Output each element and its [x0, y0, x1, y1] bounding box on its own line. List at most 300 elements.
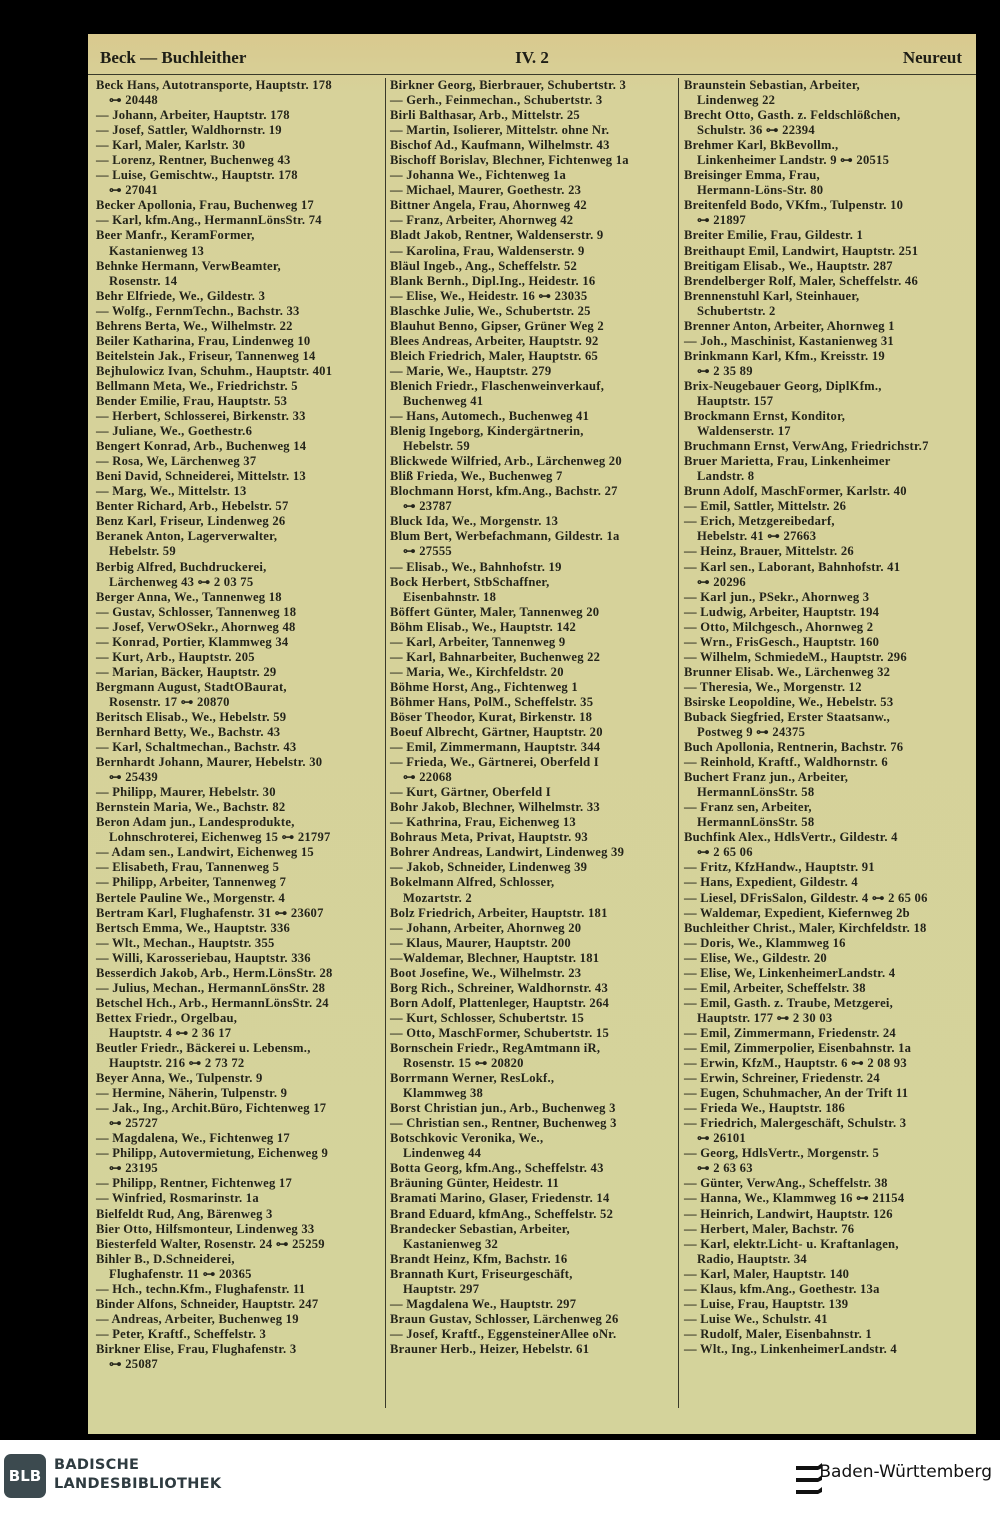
- page-header: [88, 34, 976, 75]
- directory-entry: [96, 78, 384, 108]
- directory-entry: [96, 560, 384, 590]
- directory-entry: [390, 138, 674, 153]
- directory-entry: [684, 665, 966, 680]
- directory-entry: [96, 319, 384, 334]
- directory-entry: [684, 680, 966, 695]
- directory-entry: [390, 800, 674, 815]
- directory-entry: [684, 1312, 966, 1327]
- entry-line: — Johann, Arbeiter, Hauptstr. 178: [96, 108, 290, 123]
- entry-line: Buchfink Alex., HdlsVertr., Gildestr. 4: [684, 830, 898, 845]
- column-divider: [385, 78, 386, 1408]
- directory-entry: [96, 620, 384, 635]
- entry-line: Blauhut Benno, Gipser, Grüner Weg 2: [390, 318, 604, 333]
- header-section: IV. 2: [515, 48, 549, 67]
- entry-line: Bliß Frieda, We., Buchenweg 7: [390, 469, 563, 484]
- entry-line: Bruchmann Ernst, VerwAng, Friedrichstr.7: [684, 439, 929, 454]
- directory-entry: [684, 1191, 966, 1206]
- entry-line: — Emil, Gasth. z. Traube, Metzgerei,: [684, 995, 894, 1010]
- directory-entry: [96, 153, 384, 168]
- directory-entry: [390, 1297, 674, 1312]
- directory-entry: [96, 1297, 384, 1312]
- entry-line: Blees Andreas, Arbeiter, Hauptstr. 92: [390, 333, 599, 348]
- entry-continuation: Kastanienweg 32: [403, 1236, 499, 1251]
- entry-line: Bihler B., D.Schneiderei,: [96, 1251, 235, 1266]
- directory-entry: [390, 1327, 674, 1342]
- directory-entry: [684, 1267, 966, 1282]
- entry-continuation: Lärchenweg 43 ⊶ 2 03 75: [109, 574, 254, 589]
- entry-line: Bernhardt Johann, Maurer, Hebelstr. 30: [96, 755, 323, 770]
- directory-entry: [684, 635, 966, 650]
- directory-entry: [684, 289, 966, 319]
- directory-entry: [684, 259, 966, 274]
- entry-line: — Marie, We., Hauptstr. 279: [390, 363, 552, 378]
- directory-entry: [96, 469, 384, 484]
- entry-line: — Gustav, Schlosser, Tannenweg 18: [96, 604, 297, 619]
- entry-line: — Otto, Milchgesch., Ahornweg 2: [684, 619, 874, 634]
- footer-bar: [0, 1440, 1000, 1516]
- directory-entry: [684, 710, 966, 740]
- entry-line: Blenig Ingeborg, Kindergärtnerin,: [390, 424, 584, 439]
- directory-entry: [684, 951, 966, 966]
- entry-line: — Karl sen., Laborant, Bahnhofstr. 41: [684, 559, 901, 574]
- entry-line: Benz Karl, Friseur, Lindenweg 26: [96, 514, 286, 529]
- entry-line: — Martin, Isolierer, Mittelstr. ohne Nr.: [390, 123, 610, 138]
- entry-line: — Michael, Maurer, Goethestr. 23: [390, 183, 582, 198]
- entry-line: — Emil, Sattler, Mittelstr. 26: [684, 499, 847, 514]
- directory-entry: [390, 1071, 674, 1101]
- entry-line: Bolz Friedrich, Arbeiter, Hauptstr. 181: [390, 905, 608, 920]
- directory-entry: [684, 168, 966, 198]
- entry-continuation: Hebelstr. 59: [109, 544, 176, 559]
- directory-entry: [96, 921, 384, 936]
- directory-entry: [684, 499, 966, 514]
- entry-line: Borrmann Werner, ResLokf.,: [390, 1071, 555, 1086]
- directory-entry: [390, 93, 674, 108]
- entry-continuation: ⊶ 2 35 89: [697, 363, 753, 378]
- directory-entry: [684, 514, 966, 544]
- entry-line: — Philipp, Rentner, Fichtenweg 17: [96, 1176, 292, 1191]
- entry-line: — Liesel, DFrisSalon, Gildestr. 4 ⊶ 2 65 06: [684, 890, 928, 905]
- directory-entry: [684, 78, 966, 108]
- directory-entry: [96, 499, 384, 514]
- directory-entry: [96, 981, 384, 996]
- directory-entry: [96, 514, 384, 529]
- directory-entry: [390, 921, 674, 936]
- directory-entry: [390, 860, 674, 875]
- directory-entry: [684, 936, 966, 951]
- directory-entry: [96, 710, 384, 725]
- entry-line: — Elisabeth, Frau, Tannenweg 5: [96, 860, 280, 875]
- entry-line: — Karl, Arbeiter, Tannenweg 9: [390, 634, 566, 649]
- entry-line: Behr Elfriede, We., Gildestr. 3: [96, 288, 266, 303]
- state-name[interactable]: Baden-Württemberg: [819, 1462, 992, 1482]
- entry-line: — Philipp, Autovermietung, Eichenweg 9: [96, 1146, 328, 1161]
- directory-entry: [684, 891, 966, 906]
- directory-entry: [96, 800, 384, 815]
- entry-line: — Karolina, Frau, Waldenserstr. 9: [390, 243, 585, 258]
- directory-entry: [96, 484, 384, 499]
- entry-line: — Philipp, Arbeiter, Tannenweg 7: [96, 875, 287, 890]
- entry-line: — Wrn., FrisGesch., Hauptstr. 160: [684, 634, 880, 649]
- entry-line: Buch Apollonia, Rentnerin, Bachstr. 76: [684, 740, 904, 755]
- entry-line: Breisinger Emma, Frau,: [684, 168, 820, 183]
- directory-entry: [96, 228, 384, 258]
- entry-line: — Philipp, Maurer, Hebelstr. 30: [96, 785, 276, 800]
- entry-line: Bischof Ad., Kaufmann, Wilhelmstr. 43: [390, 138, 610, 153]
- directory-page: [88, 34, 976, 1434]
- entry-line: Bender Emilie, Frau, Hauptstr. 53: [96, 393, 288, 408]
- entry-line: — Kurt, Schlosser, Schubertstr. 15: [390, 1010, 585, 1025]
- entry-line: Born Adolf, Plattenleger, Hauptstr. 264: [390, 995, 610, 1010]
- directory-entry: [96, 1086, 384, 1101]
- directory-entry: [96, 1101, 384, 1131]
- library-name-line1: BADISCHE: [54, 1457, 140, 1473]
- entry-line: — Joh., Maschinist, Kastanienweg 31: [684, 333, 894, 348]
- directory-entry: [390, 514, 674, 529]
- entry-line: Brannath Kurt, Friseurgeschäft,: [390, 1266, 573, 1281]
- entry-line: — Juliane, We., Goethestr.6: [96, 424, 253, 439]
- entry-line: Berger Anna, We., Tannenweg 18: [96, 589, 282, 604]
- directory-entry: [684, 544, 966, 559]
- entry-line: — Günter, VerwAng., Scheffelstr. 38: [684, 1176, 888, 1191]
- entry-continuation: ⊶ 25727: [109, 1116, 158, 1131]
- directory-entry: [684, 228, 966, 243]
- directory-entry: [96, 605, 384, 620]
- entry-line: Breitenfeld Bodo, VKfm., Tulpenstr. 10: [684, 198, 904, 213]
- entry-continuation: Schubertstr. 2: [697, 303, 776, 318]
- directory-entry: [684, 334, 966, 349]
- directory-entry: [390, 454, 674, 469]
- directory-entry: [96, 138, 384, 153]
- directory-entry: [684, 755, 966, 770]
- directory-entry: [684, 138, 966, 168]
- directory-entry: [390, 529, 674, 559]
- entry-continuation: Klammweg 38: [403, 1086, 484, 1101]
- directory-entry: [96, 259, 384, 289]
- entry-line: Beranek Anton, Lagerverwalter,: [96, 529, 278, 544]
- library-name-line2: LANDESBIBLIOTHEK: [54, 1476, 222, 1492]
- entry-line: Behrens Berta, We., Wilhelmstr. 22: [96, 318, 293, 333]
- directory-entry: [96, 1222, 384, 1237]
- directory-entry: [96, 364, 384, 379]
- entry-line: Bräuning Günter, Heidestr. 11: [390, 1176, 560, 1191]
- entry-line: Beron Adam jun., Landesprodukte,: [96, 815, 295, 830]
- entry-line: Brehmer Karl, BkBevollm.,: [684, 138, 839, 153]
- directory-entry: [684, 875, 966, 890]
- entry-line: Binder Alfons, Schneider, Hauptstr. 247: [96, 1296, 319, 1311]
- entry-line: Bernhard Betty, We., Bachstr. 43: [96, 725, 281, 740]
- directory-entry: [684, 454, 966, 484]
- entry-line: — Franz sen, Arbeiter,: [684, 800, 812, 815]
- directory-entry: [684, 605, 966, 620]
- directory-entry: [390, 575, 674, 605]
- directory-entry: [684, 1327, 966, 1342]
- entry-line: — Rudolf, Maler, Eisenbahnstr. 1: [684, 1326, 872, 1341]
- directory-entry: [96, 815, 384, 845]
- directory-entry: [684, 1222, 966, 1237]
- directory-entry: [390, 379, 674, 409]
- entry-line: — Luise We., Schulstr. 41: [684, 1311, 828, 1326]
- header-town: Neureut: [902, 48, 962, 67]
- entry-line: Brandecker Sebastian, Arbeiter,: [390, 1221, 570, 1236]
- directory-entry: [684, 770, 966, 800]
- directory-entry: [390, 710, 674, 725]
- entry-line: Beer Manfr., KeramFormer,: [96, 228, 255, 243]
- entry-line: Bohrer Andreas, Landwirt, Lindenweg 39: [390, 845, 625, 860]
- directory-entry: [96, 1207, 384, 1222]
- entry-line: — Doris, We., Klammweg 16: [684, 935, 846, 950]
- directory-entry: [96, 123, 384, 138]
- entry-line: Brecht Otto, Gasth. z. Feldschlößchen,: [684, 108, 901, 123]
- directory-entry: [684, 409, 966, 439]
- directory-entry: [96, 755, 384, 785]
- entry-line: — Konrad, Portier, Klammweg 34: [96, 634, 289, 649]
- entry-line: Bock Herbert, StbSchaffner,: [390, 574, 550, 589]
- entry-line: —Waldemar, Blechner, Hauptstr. 181: [390, 950, 600, 965]
- entry-line: Boot Josefine, We., Wilhelmstr. 23: [390, 965, 582, 980]
- directory-entry: [684, 1041, 966, 1056]
- entry-line: Brendelberger Rolf, Maler, Scheffelstr. 46: [684, 273, 918, 288]
- directory-entry: [96, 349, 384, 364]
- entry-continuation: Mozartstr. 2: [403, 890, 472, 905]
- entry-line: — Herbert, Maler, Bachstr. 76: [684, 1221, 855, 1236]
- entry-line: — Gerh., Feinmechan., Schubertstr. 3: [390, 93, 603, 108]
- entry-line: — Wilhelm, SchmiedeM., Hauptstr. 296: [684, 649, 907, 664]
- directory-entry: [96, 168, 384, 198]
- directory-entry: [96, 289, 384, 304]
- entry-line: Bellmann Meta, We., Friedrichstr. 5: [96, 378, 298, 393]
- column-3: [684, 78, 966, 1357]
- entry-line: Bokelmann Alfred, Schlosser,: [390, 875, 555, 890]
- entry-line: Bernstein Maria, We., Bachstr. 82: [96, 800, 286, 815]
- directory-entry: [96, 1237, 384, 1252]
- directory-entry: [390, 334, 674, 349]
- directory-entry: [390, 936, 674, 951]
- entry-line: — Emil, Zimmermann, Hauptstr. 344: [390, 740, 601, 755]
- header-name-range: Beck — Buchleither: [100, 48, 247, 67]
- entry-line: — Frieda, We., Gärtnerei, Oberfeld I: [390, 755, 599, 770]
- directory-entry: [390, 680, 674, 695]
- entry-line: Betschel Hch., Arb., HermannLönsStr. 24: [96, 995, 329, 1010]
- entry-continuation: ⊶ 23195: [109, 1161, 158, 1176]
- entry-line: Birli Balthasar, Arb., Mittelstr. 25: [390, 108, 580, 123]
- directory-entry: [96, 906, 384, 921]
- entry-line: Breithaupt Emil, Landwirt, Hauptstr. 251: [684, 243, 919, 258]
- entry-line: Buchleither Christ., Maler, Kirchfeldstr. 18: [684, 920, 927, 935]
- entry-line: — Luise, Frau, Hauptstr. 139: [684, 1296, 849, 1311]
- entry-line: — Karl, Maler, Hauptstr. 140: [684, 1266, 850, 1281]
- entry-line: — Erich, Metzgereibedarf,: [684, 514, 835, 529]
- entry-line: Brenner Anton, Arbeiter, Ahornweg 1: [684, 318, 895, 333]
- entry-line: — Karl, elektr.Licht- u. Kraftanlagen,: [684, 1236, 899, 1251]
- directory-entry: [684, 906, 966, 921]
- entry-line: — Eugen, Schuhmacher, An der Trift 11: [684, 1086, 909, 1101]
- directory-entry: [684, 860, 966, 875]
- entry-line: — Elise, We., Gildestr. 20: [684, 950, 827, 965]
- entry-line: Bladt Jakob, Rentner, Waldenserstr. 9: [390, 228, 604, 243]
- entry-line: — Willi, Karosseriebau, Hauptstr. 336: [96, 950, 311, 965]
- entry-line: — Peter, Kraftf., Scheffelstr. 3: [96, 1326, 267, 1341]
- directory-entry: [684, 274, 966, 289]
- entry-continuation: Buchenweg 41: [403, 393, 484, 408]
- entry-line: Buback Siegfried, Erster Staatsanw.,: [684, 709, 891, 724]
- directory-entry: [96, 334, 384, 349]
- entry-line: Böhm Elisab., We., Hauptstr. 142: [390, 619, 577, 634]
- entry-line: — Fritz, KfzHandw., Hauptstr. 91: [684, 860, 875, 875]
- directory-entry: [390, 815, 674, 830]
- entry-line: Bengert Konrad, Arb., Buchenweg 14: [96, 439, 307, 454]
- entry-line: Berbig Alfred, Buchdruckerei,: [96, 559, 267, 574]
- directory-entry: [390, 469, 674, 484]
- directory-entry: [390, 424, 674, 454]
- directory-entry: [390, 725, 674, 740]
- entry-continuation: Flughafenstr. 11 ⊶ 20365: [109, 1266, 252, 1281]
- directory-entry: [684, 1207, 966, 1222]
- entry-continuation: ⊶ 20448: [109, 93, 158, 108]
- entry-continuation: Hauptstr. 216 ⊶ 2 73 72: [109, 1056, 245, 1071]
- entry-continuation: ⊶ 22068: [403, 770, 452, 785]
- directory-entry: [96, 1176, 384, 1191]
- entry-line: Brix-Neugebauer Georg, DiplKfm.,: [684, 378, 882, 393]
- entry-continuation: Lindenweg 44: [403, 1146, 482, 1161]
- directory-entry: [390, 183, 674, 198]
- directory-entry: [390, 635, 674, 650]
- entry-line: Bohraus Meta, Privat, Hauptstr. 93: [390, 830, 588, 845]
- entry-continuation: Hauptstr. 297: [403, 1281, 480, 1296]
- directory-entry: [684, 198, 966, 228]
- entry-line: Bleich Friedrich, Maler, Hauptstr. 65: [390, 348, 599, 363]
- directory-entry: [390, 289, 674, 304]
- directory-entry: [390, 695, 674, 710]
- directory-entry: [96, 650, 384, 665]
- entry-line: — Franz, Arbeiter, Ahornweg 42: [390, 213, 574, 228]
- entry-line: — Hermine, Näherin, Tulpenstr. 9: [96, 1086, 288, 1101]
- directory-entry: [96, 860, 384, 875]
- directory-entry: [96, 424, 384, 439]
- entry-continuation: Rosenstr. 14: [109, 273, 178, 288]
- entry-line: Breitigam Elisab., We., Hauptstr. 287: [684, 258, 893, 273]
- directory-entry: [96, 1312, 384, 1327]
- directory-entry: [684, 560, 966, 590]
- entry-continuation: Linkenheimer Landstr. 9 ⊶ 20515: [697, 153, 890, 168]
- directory-entry: [96, 635, 384, 650]
- directory-entry: [684, 1026, 966, 1041]
- entry-continuation: Hauptstr. 157: [697, 393, 774, 408]
- entry-line: — Marg, We., Mittelstr. 13: [96, 484, 247, 499]
- entry-line: Blaschke Julie, We., Schubertstr. 25: [390, 303, 591, 318]
- directory-entry: [390, 755, 674, 785]
- directory-entry: [96, 785, 384, 800]
- entry-line: Brinkmann Karl, Kfm., Kreisstr. 19: [684, 348, 885, 363]
- directory-entry: [96, 996, 384, 1011]
- directory-entry: [684, 981, 966, 996]
- directory-entry: [390, 906, 674, 921]
- entry-line: — Elise, We., Heidestr. 16 ⊶ 23035: [390, 288, 588, 303]
- entry-line: — Josef, Sattler, Waldhornstr. 19: [96, 123, 282, 138]
- directory-entry: [390, 78, 674, 93]
- directory-entry: [390, 1252, 674, 1267]
- entry-line: Beitelstein Jak., Friseur, Tannenweg 14: [96, 348, 316, 363]
- entry-line: Bettex Friedr., Orgelbau,: [96, 1010, 238, 1025]
- directory-entry: [390, 605, 674, 620]
- entry-line: Borg Rich., Schreiner, Waldhornstr. 43: [390, 980, 609, 995]
- entry-line: Beni David, Schneiderei, Mittelstr. 13: [96, 469, 306, 484]
- entry-line: — Wlt., Mechan., Hauptstr. 355: [96, 935, 275, 950]
- entry-line: — Rosa, We, Lärchenweg 37: [96, 454, 257, 469]
- entry-line: — Jak., Ing., Archit.Büro, Fichtenweg 17: [96, 1101, 327, 1116]
- entry-line: Bohr Jakob, Blechner, Wilhelmstr. 33: [390, 800, 600, 815]
- entry-continuation: Lohnschroterei, Eichenweg 15 ⊶ 21797: [109, 830, 331, 845]
- directory-entry: [390, 409, 674, 424]
- directory-entry: [684, 379, 966, 409]
- entry-line: Bruer Marietta, Frau, Linkenheimer: [684, 454, 891, 469]
- directory-entry: [390, 1207, 674, 1222]
- entry-line: Blank Bernh., Dipl.Ing., Heidestr. 16: [390, 273, 596, 288]
- directory-entry: [390, 1131, 674, 1161]
- entry-line: — Julius, Mechan., HermannLönsStr. 28: [96, 980, 326, 995]
- entry-line: Benter Richard, Arb., Hebelstr. 57: [96, 499, 289, 514]
- entry-line: Bläul Ingeb., Ang., Scheffelstr. 52: [390, 258, 578, 273]
- entry-line: Beck Hans, Autotransporte, Hauptstr. 178: [96, 78, 332, 92]
- directory-entry: [390, 1312, 674, 1327]
- directory-entry: [390, 198, 674, 213]
- entry-line: — Karl jun., PSekr., Ahornweg 3: [684, 589, 870, 604]
- directory-entry: [684, 1056, 966, 1071]
- entry-line: — Maria, We., Kirchfeldstr. 20: [390, 664, 564, 679]
- entry-continuation: ⊶ 25087: [109, 1356, 158, 1371]
- directory-entry: [96, 394, 384, 409]
- entry-continuation: ⊶ 25439: [109, 770, 158, 785]
- entry-line: Böser Theodor, Kurat, Birkenstr. 18: [390, 709, 593, 724]
- directory-entry: [96, 590, 384, 605]
- directory-entry: [390, 484, 674, 514]
- entry-continuation: Hebelstr. 41 ⊶ 27663: [697, 529, 817, 544]
- entry-line: Behnke Hermann, VerwBeamter,: [96, 258, 281, 273]
- entry-line: Böhmer Hans, PolM., Scheffelstr. 35: [390, 694, 594, 709]
- directory-entry: [684, 695, 966, 710]
- entry-line: — Hans, Automech., Buchenweg 41: [390, 409, 590, 424]
- directory-entry: [684, 1101, 966, 1116]
- directory-entry: [96, 1252, 384, 1282]
- entry-continuation: Schulstr. 36 ⊶ 22394: [697, 123, 815, 138]
- entry-line: — Ludwig, Arbeiter, Hauptstr. 194: [684, 604, 880, 619]
- directory-entry: [684, 740, 966, 755]
- entry-line: Bejhulowicz Ivan, Schuhm., Hauptstr. 401: [96, 363, 333, 378]
- directory-entry: [390, 1011, 674, 1026]
- entry-continuation: ⊶ 21897: [697, 213, 746, 228]
- library-name[interactable]: [54, 1456, 221, 1494]
- entry-line: Blickwede Wilfried, Arb., Lärchenweg 20: [390, 454, 622, 469]
- directory-entry: [390, 168, 674, 183]
- entry-line: Bluck Ida, We., Morgenstr. 13: [390, 514, 559, 529]
- blb-logo[interactable]: BLB: [4, 1454, 46, 1498]
- directory-entry: [390, 740, 674, 755]
- directory-entry: [684, 996, 966, 1026]
- entry-line: Brennenstuhl Karl, Steinhauer,: [684, 288, 860, 303]
- entry-line: Böhme Horst, Ang., Fichtenweg 1: [390, 679, 578, 694]
- directory-entry: [390, 304, 674, 319]
- entry-continuation: Hermann-Löns-Str. 80: [697, 183, 824, 198]
- entry-line: — Reinhold, Kraftf., Waldhornstr. 6: [684, 755, 888, 770]
- entry-line: Buchert Franz jun., Arbeiter,: [684, 770, 849, 785]
- entry-continuation: ⊶ 27041: [109, 183, 158, 198]
- directory-entry: [684, 1237, 966, 1267]
- entry-line: Brockmann Ernst, Konditor,: [684, 409, 846, 424]
- directory-entry: [390, 1267, 674, 1297]
- entry-line: Braun Gustav, Schlosser, Lärchenweg 26: [390, 1311, 619, 1326]
- directory-entry: [96, 936, 384, 951]
- entry-continuation: ⊶ 26101: [697, 1131, 746, 1146]
